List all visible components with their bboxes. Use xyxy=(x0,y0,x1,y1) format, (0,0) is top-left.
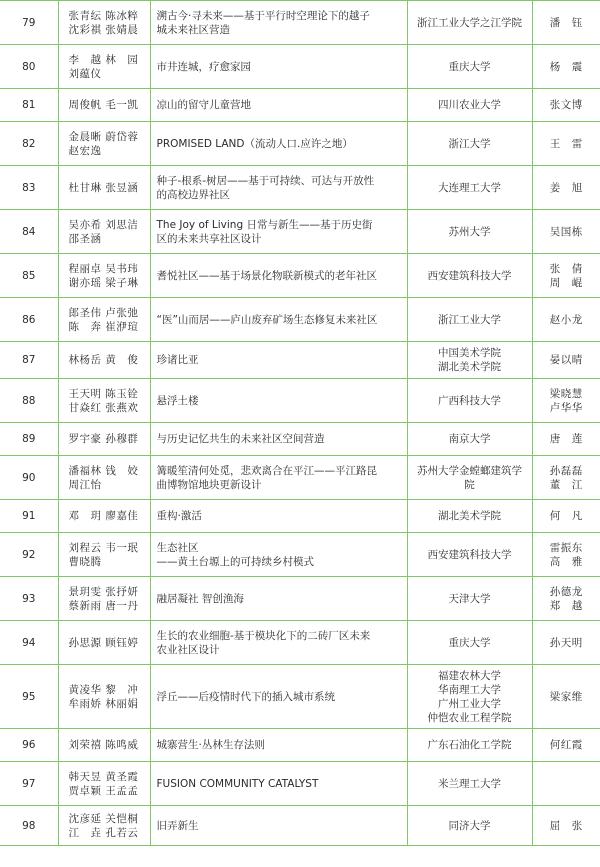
project-title-cell xyxy=(150,729,407,762)
team-members-line: 王天明 陈玉铨 xyxy=(68,387,139,400)
team-members-line: 刘荣禧 陈鸣威 xyxy=(68,739,139,751)
school-line: 院 xyxy=(464,478,475,491)
table-row xyxy=(0,456,600,500)
team-members-line: 邵圣涵 xyxy=(68,232,102,245)
school-cell xyxy=(407,456,532,500)
school-cell xyxy=(407,665,532,729)
team-members-cell xyxy=(58,456,150,500)
entry-number-cell: 84 xyxy=(0,210,58,254)
school-line: 南京大学 xyxy=(448,433,491,445)
school-cell xyxy=(407,1,532,45)
table-row xyxy=(0,577,600,621)
team-members-line: 甘焱红 张燕欢 xyxy=(68,401,139,414)
team-members-cell xyxy=(58,577,150,621)
tutor-line: 潘 钰 xyxy=(549,16,583,29)
team-members-cell xyxy=(58,729,150,762)
school-cell xyxy=(407,45,532,89)
project-title-line: 曲博物馆地块更新设计 xyxy=(156,478,262,491)
tutor-cell xyxy=(532,45,600,89)
team-members-cell xyxy=(58,423,150,456)
tutor-line: 孙德龙 xyxy=(549,585,583,598)
project-title-cell xyxy=(150,621,407,665)
project-title-line: 城未来社区营造 xyxy=(156,23,230,36)
school-cell xyxy=(407,379,532,423)
tutor-cell xyxy=(532,621,600,665)
team-members-line: 刘程云 韦一珉 xyxy=(68,541,139,554)
entry-number-cell: 80 xyxy=(0,45,58,89)
project-title-line: 区的未来共享社区设计 xyxy=(156,232,262,245)
project-title-line: The Joy of Living 日常与新生——基于历史街 xyxy=(156,218,373,231)
team-members-line: 谢亦瑶 梁子琳 xyxy=(68,276,139,289)
project-title-cell xyxy=(150,533,407,577)
table-row xyxy=(0,423,600,456)
school-cell xyxy=(407,122,532,166)
school-cell xyxy=(407,298,532,342)
team-members-line: 张青纭 陈冰粹 xyxy=(68,9,139,22)
team-members-line: 沈彩祺 张婧晨 xyxy=(68,23,139,36)
entry-number-cell: 79 xyxy=(0,1,58,45)
table-row xyxy=(0,254,600,298)
project-title-cell xyxy=(150,254,407,298)
project-title-cell xyxy=(150,500,407,533)
project-title-line: 生态社区 xyxy=(156,541,199,554)
team-members-cell xyxy=(58,166,150,210)
tutor-cell xyxy=(532,89,600,122)
tutor-line: 杨 震 xyxy=(549,60,583,73)
school-line: 同济大学 xyxy=(448,819,491,832)
project-title-line: 旧弄新生 xyxy=(156,819,199,832)
project-title-line: 种子-根系-树居——基于可持续、可达与开放性 xyxy=(156,174,375,187)
project-title-line: 生长的农业细胞-基于模块化下的二砖厂区未来 xyxy=(156,629,371,642)
table-row xyxy=(0,665,600,729)
team-members-line: 韩天昱 黄圣霞 xyxy=(68,770,139,783)
entry-number-cell: 83 xyxy=(0,166,58,210)
table-row xyxy=(0,166,600,210)
school-cell xyxy=(407,423,532,456)
tutor-line: 张 倩 xyxy=(549,262,583,275)
entry-number-cell: 93 xyxy=(0,577,58,621)
tutor-cell xyxy=(532,500,600,533)
school-cell xyxy=(407,342,532,379)
project-title-cell xyxy=(150,762,407,806)
tutor-line: 吴国栋 xyxy=(549,225,583,238)
entry-number-cell: 81 xyxy=(0,89,58,122)
tutor-line: 赵小龙 xyxy=(549,313,583,326)
team-members-line: 孙思源 顾钰婷 xyxy=(68,636,139,649)
tutor-line: 梁晓慧 xyxy=(549,387,583,400)
tutor-line: 张文博 xyxy=(549,99,583,111)
school-cell xyxy=(407,89,532,122)
school-cell xyxy=(407,533,532,577)
school-line: 湖北美术学院 xyxy=(438,361,501,373)
school-line: 重庆大学 xyxy=(448,636,491,649)
project-title-line: 篝暖笙清何处觅，悲欢离合在平江——平江路昆 xyxy=(156,464,377,477)
team-members-cell xyxy=(58,533,150,577)
team-members-line: 贾卓颖 王孟孟 xyxy=(68,784,139,797)
tutor-line: 董 江 xyxy=(549,478,583,491)
team-members-line: 陈 奔 崔洢瑄 xyxy=(68,320,139,333)
school-line: 大连理工大学 xyxy=(438,181,501,194)
tutor-cell xyxy=(532,298,600,342)
table-row xyxy=(0,762,600,806)
project-title-cell xyxy=(150,423,407,456)
school-cell xyxy=(407,729,532,762)
school-cell xyxy=(407,500,532,533)
school-line: 中国美术学院 xyxy=(438,347,501,359)
table-row xyxy=(0,533,600,577)
team-members-cell xyxy=(58,806,150,846)
team-members-line: 罗宇豪 孙穆群 xyxy=(68,433,139,445)
school-cell xyxy=(407,166,532,210)
entry-number-cell: 92 xyxy=(0,533,58,577)
table-row xyxy=(0,298,600,342)
team-members-line: 潘福林 钱 姣 xyxy=(68,464,139,477)
tutor-line: 王 雷 xyxy=(549,137,583,150)
table-row xyxy=(0,89,600,122)
tutor-cell xyxy=(532,1,600,45)
entry-number-cell: 82 xyxy=(0,122,58,166)
project-title-line: 与历史记忆共生的未来社区空间营造 xyxy=(156,433,325,445)
table-row xyxy=(0,729,600,762)
entry-number-cell: 87 xyxy=(0,342,58,379)
tutor-cell xyxy=(532,122,600,166)
tutor-cell xyxy=(532,210,600,254)
entry-number-cell: 91 xyxy=(0,500,58,533)
entry-number-cell: 89 xyxy=(0,423,58,456)
team-members-line: 黄凌华 黎 冲 xyxy=(68,683,139,696)
team-members-line: 邓 玥 廖嘉佳 xyxy=(68,510,139,522)
tutor-line: 梁家维 xyxy=(549,690,583,703)
school-cell xyxy=(407,210,532,254)
team-members-line: 周俊帆 毛一凯 xyxy=(68,99,139,111)
tutor-line: 卢华华 xyxy=(549,401,583,414)
team-members-line: 周江怡 xyxy=(68,478,102,491)
team-members-line: 程丽卓 吴书玮 xyxy=(68,262,139,275)
project-title-line: “医”山而居——庐山废弃矿场生态修复未来社区 xyxy=(156,313,378,326)
school-line: 西安建筑科技大学 xyxy=(427,548,512,561)
school-line: 西安建筑科技大学 xyxy=(427,269,512,282)
team-members-line: 金晨晰 蔚岱蓉 xyxy=(68,130,139,143)
team-members-cell xyxy=(58,1,150,45)
team-members-cell xyxy=(58,762,150,806)
school-line: 米兰理工大学 xyxy=(438,777,501,790)
entry-number-cell: 94 xyxy=(0,621,58,665)
tutor-line: 高 雅 xyxy=(549,555,583,568)
project-title-cell xyxy=(150,45,407,89)
project-title-line: 浮丘——后疫情时代下的插入城市系统 xyxy=(156,690,335,703)
team-members-line: 景玥雯 张抒妍 xyxy=(68,585,139,598)
school-cell xyxy=(407,577,532,621)
team-members-line: 蔡新雨 唐一丹 xyxy=(68,599,139,612)
project-title-line: 溯古今·寻未来——基于平行时空理论下的越子 xyxy=(156,9,370,22)
tutor-line: 晏以晴 xyxy=(549,354,583,366)
tutor-line: 唐 莲 xyxy=(549,433,583,445)
team-members-line: 李 越 林 园 xyxy=(68,53,139,66)
project-title-line: FUSION COMMUNITY CATALYST xyxy=(156,777,319,790)
school-line: 天津大学 xyxy=(448,592,491,605)
project-title-line: 融居凝社 智创渔海 xyxy=(156,592,244,605)
team-members-line: 江 垚 孔若云 xyxy=(68,826,139,839)
team-members-cell xyxy=(58,122,150,166)
school-cell xyxy=(407,806,532,846)
tutor-line: 周 崐 xyxy=(549,276,583,289)
tutor-cell xyxy=(532,762,600,806)
project-title-line: 凉山的留守儿童营地 xyxy=(156,99,251,111)
tutor-cell xyxy=(532,577,600,621)
team-members-line: 沈彦延 关恺桐 xyxy=(68,812,139,825)
tutor-line: 雷振东 xyxy=(549,541,583,554)
school-line: 仲恺农业工程学院 xyxy=(427,711,512,724)
tutor-cell xyxy=(532,806,600,846)
team-members-line: 吴亦希 刘思洁 xyxy=(68,218,139,231)
team-members-line: 郎圣伟 卢张弛 xyxy=(68,306,139,319)
tutor-line: 屈 张 xyxy=(549,819,583,832)
project-title-cell xyxy=(150,298,407,342)
table-row xyxy=(0,122,600,166)
tutor-cell xyxy=(532,342,600,379)
tutor-line: 孙磊磊 xyxy=(549,464,583,477)
project-title-cell xyxy=(150,89,407,122)
school-line: 华南理工大学 xyxy=(438,683,501,696)
team-members-cell xyxy=(58,45,150,89)
tutor-cell xyxy=(532,533,600,577)
tutor-cell xyxy=(532,379,600,423)
school-line: 湖北美术学院 xyxy=(438,510,501,522)
project-title-line: ——黄土台塬上的可持续乡村模式 xyxy=(156,555,314,568)
tutor-line: 何红霞 xyxy=(549,739,583,751)
table-row xyxy=(0,342,600,379)
project-title-line: 市井连城，疗愈家园 xyxy=(156,60,251,73)
team-members-line: 林杨岳 黄 俊 xyxy=(68,354,139,366)
project-title-line: PROMISED LAND（流动人口.应许之地） xyxy=(156,137,353,150)
school-line: 四川农业大学 xyxy=(438,99,501,111)
project-title-cell xyxy=(150,379,407,423)
school-cell xyxy=(407,254,532,298)
project-title-cell xyxy=(150,806,407,846)
project-title-line: 重构·激活 xyxy=(156,510,202,522)
entry-number-cell: 95 xyxy=(0,665,58,729)
project-title-cell xyxy=(150,456,407,500)
project-title-cell xyxy=(150,1,407,45)
project-title-line: 耆悦社区——基于场景化物联新模式的老年社区 xyxy=(156,269,377,282)
school-line: 苏州大学金螳螂建筑学 xyxy=(417,464,522,477)
table-row xyxy=(0,45,600,89)
team-members-cell xyxy=(58,254,150,298)
tutor-line: 姜 旭 xyxy=(549,181,583,194)
tutor-cell xyxy=(532,729,600,762)
team-members-cell xyxy=(58,500,150,533)
team-members-line: 牟雨娇 林丽娟 xyxy=(68,697,139,710)
tutor-cell xyxy=(532,254,600,298)
tutor-line: 孙天明 xyxy=(549,636,583,649)
project-title-cell xyxy=(150,210,407,254)
table-row xyxy=(0,379,600,423)
school-cell xyxy=(407,621,532,665)
team-members-cell xyxy=(58,89,150,122)
school-line: 浙江工业大学 xyxy=(438,313,501,326)
project-title-cell xyxy=(150,122,407,166)
tutor-line: 何 凡 xyxy=(549,510,583,522)
entry-number-cell: 97 xyxy=(0,762,58,806)
team-members-line: 曹晓腾 xyxy=(68,555,102,568)
tutor-line: 郑 越 xyxy=(549,599,583,612)
table-row xyxy=(0,621,600,665)
project-title-cell xyxy=(150,665,407,729)
school-line: 广东石油化工学院 xyxy=(427,739,512,751)
project-title-cell xyxy=(150,577,407,621)
entry-number-cell: 90 xyxy=(0,456,58,500)
school-line: 苏州大学 xyxy=(448,225,491,238)
entry-number-cell: 98 xyxy=(0,806,58,846)
team-members-line: 杜甘琳 张昱涵 xyxy=(68,181,139,194)
entry-number-cell: 88 xyxy=(0,379,58,423)
team-members-cell xyxy=(58,665,150,729)
team-members-line: 赵宏逸 xyxy=(68,144,102,157)
school-line: 浙江大学 xyxy=(448,137,491,150)
entry-number-cell: 85 xyxy=(0,254,58,298)
school-line: 重庆大学 xyxy=(448,60,491,73)
table-row xyxy=(0,500,600,533)
team-members-cell xyxy=(58,298,150,342)
project-title-line: 珍诸比亚 xyxy=(156,354,199,366)
project-title-cell xyxy=(150,342,407,379)
project-title-line: 农业社区设计 xyxy=(156,643,220,656)
tutor-cell xyxy=(532,665,600,729)
team-members-cell xyxy=(58,379,150,423)
school-line: 福建农林大学 xyxy=(438,669,501,682)
entry-number-cell: 86 xyxy=(0,298,58,342)
table-row xyxy=(0,1,600,45)
team-members-cell xyxy=(58,210,150,254)
table-row xyxy=(0,210,600,254)
tutor-cell xyxy=(532,166,600,210)
team-members-line: 刘蕴仪 xyxy=(68,67,102,80)
table-row xyxy=(0,806,600,846)
project-title-line: 的高校边界社区 xyxy=(156,188,230,201)
school-line: 浙江工业大学之江学院 xyxy=(417,16,522,29)
entry-number-cell: 96 xyxy=(0,729,58,762)
school-line: 广州工业大学 xyxy=(438,697,501,710)
tutor-cell xyxy=(532,456,600,500)
team-members-cell xyxy=(58,342,150,379)
school-line: 广西科技大学 xyxy=(438,394,501,407)
awards-table-body xyxy=(0,1,600,846)
school-cell xyxy=(407,762,532,806)
project-title-line: 悬浮土楼 xyxy=(156,394,199,407)
project-title-line: 城寨营生·丛林生存法则 xyxy=(156,739,265,751)
team-members-cell xyxy=(58,621,150,665)
project-title-cell xyxy=(150,166,407,210)
tutor-cell xyxy=(532,423,600,456)
